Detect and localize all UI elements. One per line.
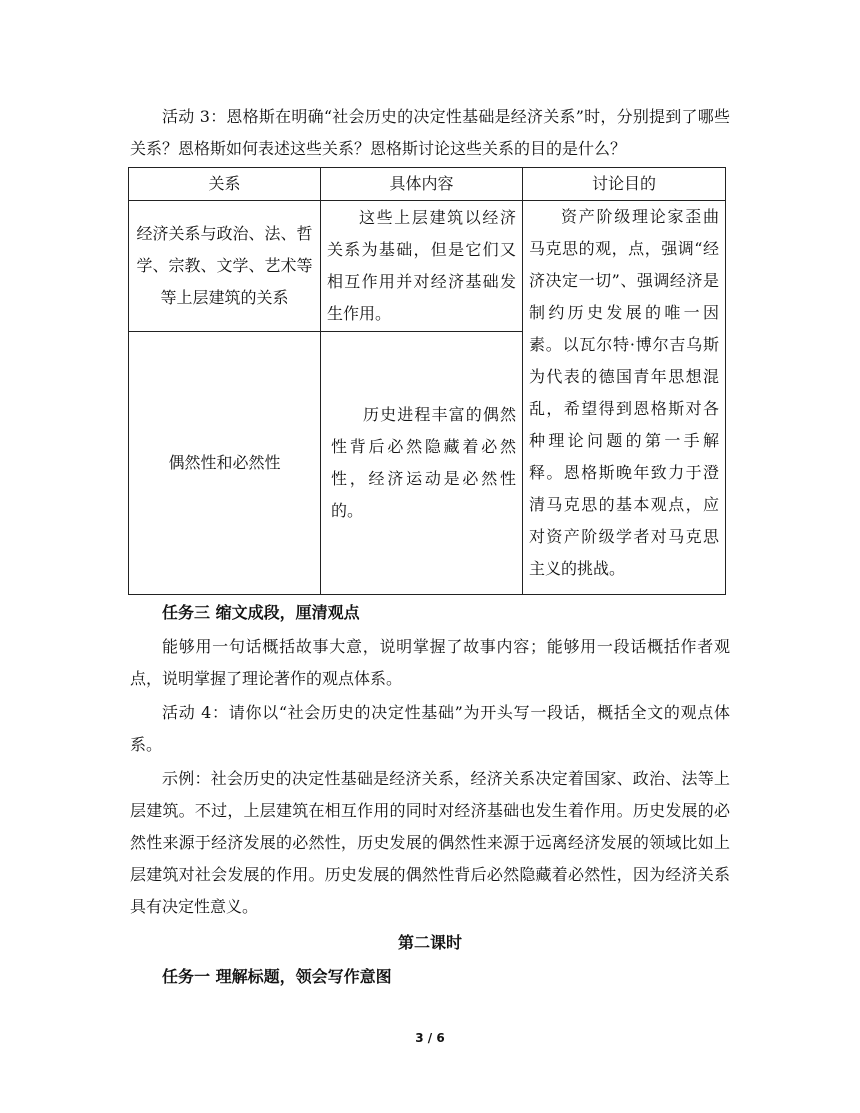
relations-table [128,167,726,595]
relation-cell: 偶然性和必然性 [129,332,321,595]
activity4-question: 活动 4：请你以“社会历史的决定性基础”为开头写一段话，概括全文的观点体系。 [130,703,730,754]
header-content: 具体内容 [321,168,523,201]
task1-heading: 任务一 理解标题，领会写作意图 [162,967,392,986]
example-paragraph: 示例：社会历史的决定性基础是经济关系，经济关系决定着国家、政治、法等上层建筑。不过，上层建筑在相互作用的同时对经济基础也发生着作用。历史发展的必然性来源于经济发展的必然性，历史发展的偶然性来源于远离经济发展的领域比如上层建筑对社会发展的作用。历史发展的偶然性背后必然隐藏着必然性，因为经济关系具有决定性意义。 [130,769,730,916]
content-cell: 历史进程丰富的偶然性背后必然隐藏着必然性，经济运动是必然性的。 [321,332,523,595]
task3-heading: 任务三 缩文成段，厘清观点 [162,603,360,622]
page-number: 3 / 6 [415,1031,445,1045]
header-purpose: 讨论目的 [523,168,726,201]
activity3-question: 活动 3：恩格斯在明确“社会历史的决定性基础是经济关系”时，分别提到了哪些关系？恩格斯如何表述这些关系？恩格斯讨论这些关系的目的是什么？ [130,107,730,158]
task3-intro: 能够用一句话概括故事大意，说明掌握了故事内容；能够用一段话概括作者观点，说明掌握了理论著作的观点体系。 [130,637,730,688]
relation-cell: 经济关系与政治、法、哲学、宗教、文学、艺术等等上层建筑的关系 [129,201,321,332]
content-cell: 这些上层建筑以经济关系为基础，但是它们又相互作用并对经济基础发生作用。 [321,201,523,332]
table-header-row [129,168,726,201]
table-row [129,201,726,332]
lesson2-title: 第二课时 [397,933,462,952]
header-relation: 关系 [129,168,321,201]
purpose-cell: 资产阶级理论家歪曲马克思的观，点，强调“经济决定一切”、强调经济是制约历史发展的唯一因素。以瓦尔特·博尔吉乌斯为代表的德国青年思想混乱，希望得到恩格斯对各种理论问题的第一手解释。恩格斯晚年致力于澄清马克思的基本观点，应对资产阶级学者对马克思主义的挑战。 [523,201,726,595]
